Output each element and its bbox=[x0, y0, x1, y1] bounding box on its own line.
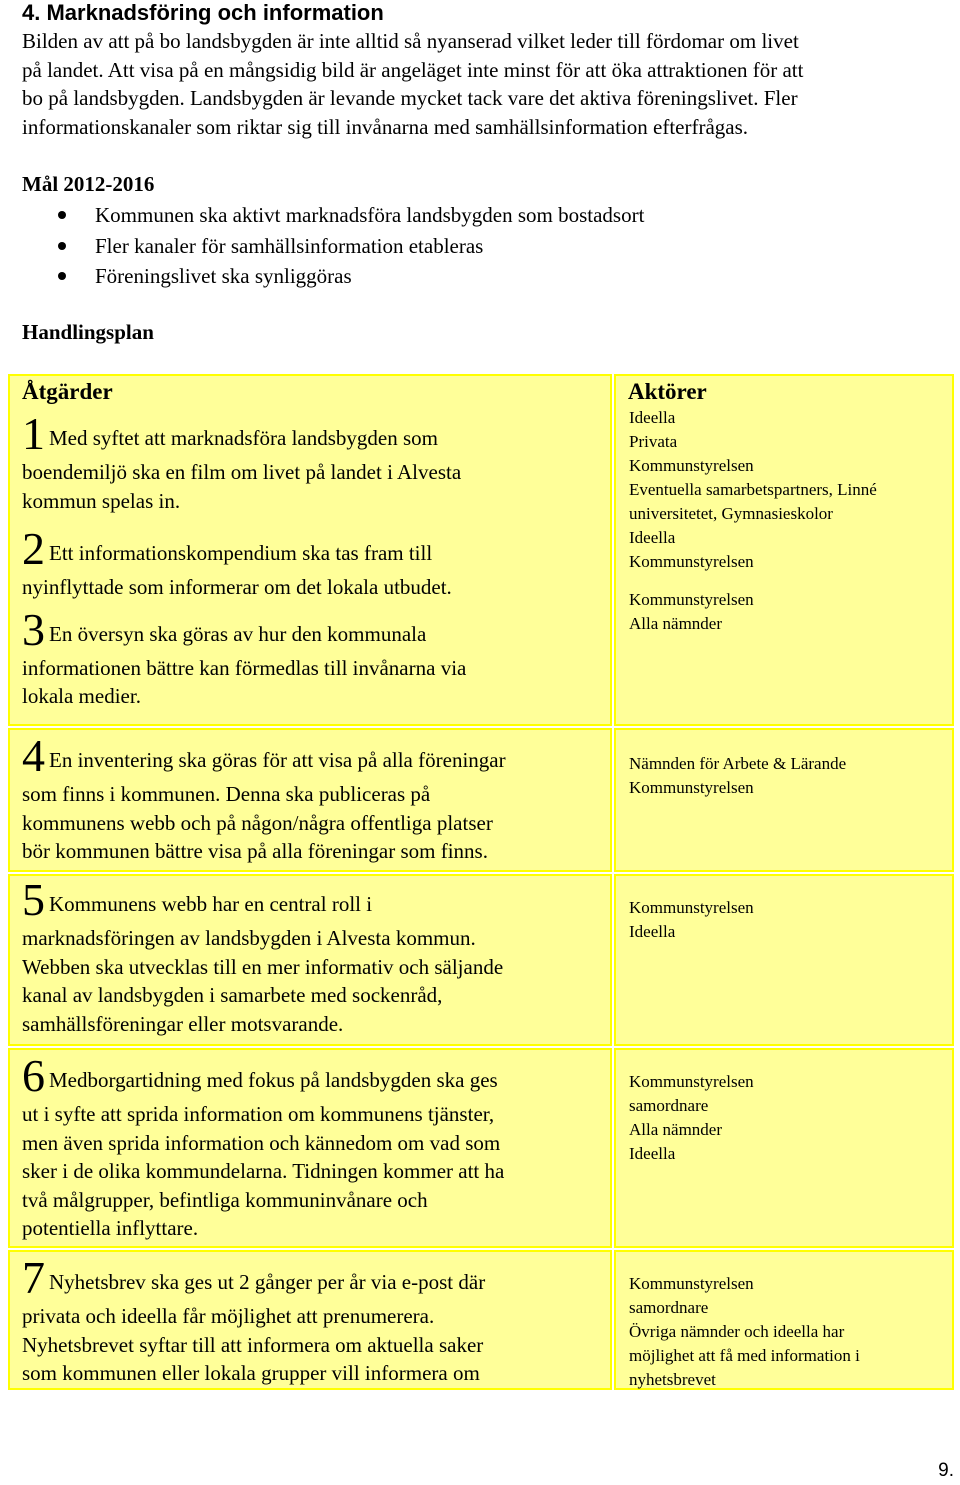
plan-title: Handlingsplan bbox=[22, 320, 154, 344]
actor: Kommunstyrelsen bbox=[629, 778, 754, 797]
action-text: Kommunens webb har en central roll i bbox=[49, 892, 373, 916]
actor: Kommunstyrelsen bbox=[629, 456, 754, 475]
intro-line: bo på landsbygden. Landsbygden är levande mycket tack vare det aktiva föreningslivet. Fler bbox=[22, 86, 798, 110]
table-cell-actors bbox=[614, 728, 954, 872]
action-text: boendemiljö ska en film om livet på landet i Alvesta bbox=[22, 460, 462, 484]
intro-paragraph bbox=[22, 27, 952, 141]
table-cell-actors bbox=[614, 1048, 954, 1248]
actor: Nämnden för Arbete & Lärande bbox=[629, 754, 847, 773]
actor: möjlighet att få med information i bbox=[629, 1346, 860, 1365]
action-text: En översyn ska göras av hur den kommunala bbox=[49, 621, 427, 646]
action-text: potentiella inflyttare. bbox=[22, 1216, 199, 1240]
table-cell-actors bbox=[614, 874, 954, 1046]
actor: Kommunstyrelsen bbox=[629, 898, 754, 917]
goal-item: Fler kanaler för samhällsinformation etableras bbox=[50, 231, 644, 262]
action-text: som kommunen eller lokala grupper vill informera om bbox=[22, 1361, 480, 1385]
table-cell-actions bbox=[8, 1250, 612, 1390]
action-text: samhällsföreningar eller motsvarande. bbox=[22, 1011, 344, 1036]
action-text: privata och ideella får möjlighet att prenumerera. bbox=[22, 1304, 435, 1328]
intro-line: informationskanaler som riktar sig till invånarna med samhällsinformation efterfrågas. bbox=[22, 114, 749, 139]
actor: Kommunstyrelsen bbox=[629, 1072, 754, 1091]
action-number: 7 bbox=[22, 1252, 45, 1303]
action-text: Nyhetsbrev ska ges ut 2 gånger per år via e-post där bbox=[49, 1270, 486, 1294]
column-header-actions: Åtgärder bbox=[22, 379, 113, 404]
action-item bbox=[22, 1252, 610, 1388]
action-text: Webben ska utvecklas till en mer informativ och säljande bbox=[22, 954, 504, 979]
intro-line: på landet. Att visa på en mångsidig bild är angeläget inte minst för att öka attraktionen för att bbox=[22, 57, 804, 82]
goals-list bbox=[50, 200, 644, 292]
action-item bbox=[22, 408, 610, 515]
action-text: Med syftet att marknadsföra landsbygden som bbox=[49, 426, 438, 450]
bullet-icon bbox=[58, 272, 66, 280]
table-cell-actions bbox=[8, 1048, 612, 1248]
table-cell-actions bbox=[8, 874, 612, 1046]
actor: samordnare bbox=[629, 1298, 709, 1317]
action-text: lokala medier. bbox=[22, 684, 141, 708]
actor: Ideella bbox=[629, 1144, 676, 1163]
action-number: 1 bbox=[22, 408, 45, 459]
actor: Ideella bbox=[629, 408, 676, 427]
column-header-actors: Aktörer bbox=[628, 379, 707, 404]
action-text: Medborgartidning med fokus på landsbygden ska ges bbox=[49, 1068, 498, 1092]
table-cell-actions bbox=[8, 728, 612, 872]
actor: Alla nämnder bbox=[629, 614, 722, 633]
actors-list bbox=[629, 896, 952, 944]
action-text: marknadsföringen av landsbygden i Alvesta kommun. bbox=[22, 926, 476, 950]
actor: Kommunstyrelsen bbox=[629, 552, 754, 571]
actor: universitetet, Gymnasieskolor bbox=[629, 504, 833, 523]
actors-list bbox=[629, 406, 952, 526]
actor: Privata bbox=[629, 432, 678, 451]
action-text: som finns i kommunen. Denna ska publiceras på bbox=[22, 782, 431, 806]
action-text: bör kommunen bättre visa på alla föreningar som finns. bbox=[22, 839, 488, 863]
actors-list bbox=[629, 588, 952, 636]
actors-list bbox=[629, 752, 952, 800]
action-text: En inventering ska göras för att visa på alla föreningar bbox=[49, 748, 506, 772]
actor: Kommunstyrelsen bbox=[629, 1274, 754, 1293]
action-number: 3 bbox=[22, 603, 45, 655]
actor: Ideella bbox=[629, 922, 676, 941]
action-text: ut i syfte att sprida information om kommunens tjänster, bbox=[22, 1102, 495, 1126]
action-text: kanal av landsbygden i samarbete med sockenråd, bbox=[22, 983, 443, 1007]
actor: Övriga nämnder och ideella har bbox=[629, 1322, 845, 1341]
actor: Alla nämnder bbox=[629, 1120, 722, 1139]
action-text: nyinflyttade som informerar om det lokala utbudet. bbox=[22, 575, 452, 599]
goals-title: Mål 2012-2016 bbox=[22, 172, 155, 196]
action-text: två målgrupper, befintliga kommuninvånare och bbox=[22, 1187, 428, 1212]
table-cell-actors bbox=[614, 1250, 954, 1390]
actor: samordnare bbox=[629, 1096, 709, 1115]
action-item bbox=[22, 730, 610, 866]
action-text: sker i de olika kommundelarna. Tidningen kommer att ha bbox=[22, 1159, 505, 1183]
action-text: informationen bättre kan förmedlas till invånarna via bbox=[22, 655, 467, 680]
bullet-icon bbox=[58, 242, 66, 250]
action-text: kommunens webb och på någon/några offentliga platser bbox=[22, 810, 493, 835]
page-number: 9. bbox=[938, 1460, 954, 1481]
actor: nyhetsbrevet bbox=[629, 1370, 716, 1389]
action-number: 5 bbox=[22, 874, 45, 925]
action-text: kommun spelas in. bbox=[22, 488, 181, 513]
actors-list bbox=[629, 526, 952, 574]
table-cell-actors bbox=[614, 374, 954, 726]
actors-list bbox=[629, 1070, 952, 1166]
actor: Ideella bbox=[629, 528, 676, 547]
action-item bbox=[22, 1050, 610, 1243]
action-item bbox=[22, 874, 610, 1038]
action-text: Nyhetsbrevet syftar till att informera om aktuella saker bbox=[22, 1332, 484, 1357]
intro-line: Bilden av att på bo landsbygden är inte alltid så nyanserad vilket leder till fördomar om livet bbox=[22, 29, 799, 53]
actors-list bbox=[629, 1272, 952, 1392]
action-text: men även sprida information och kännedom om vad som bbox=[22, 1130, 501, 1155]
actor: Eventuella samarbetspartners, Linné bbox=[629, 480, 877, 499]
actor: Kommunstyrelsen bbox=[629, 590, 754, 609]
action-number: 4 bbox=[22, 730, 45, 781]
action-number: 6 bbox=[22, 1050, 45, 1101]
goal-item: Kommunen ska aktivt marknadsföra landsbygden som bostadsort bbox=[50, 200, 644, 231]
table-cell-actions bbox=[8, 374, 612, 726]
goal-item: Föreningslivet ska synliggöras bbox=[50, 261, 644, 292]
action-text: Ett informationskompendium ska tas fram till bbox=[49, 541, 433, 565]
section-heading: 4. Marknadsföring och information bbox=[22, 0, 384, 25]
action-item bbox=[22, 523, 610, 602]
action-item bbox=[22, 603, 610, 711]
action-number: 2 bbox=[22, 523, 45, 574]
bullet-icon bbox=[58, 211, 66, 219]
